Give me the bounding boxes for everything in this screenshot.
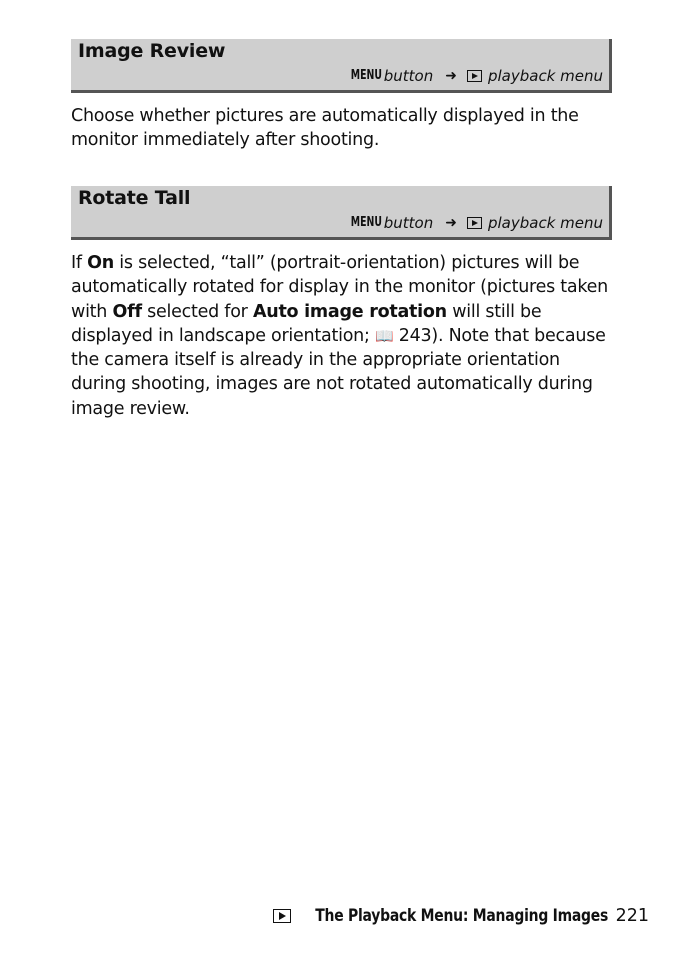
section-title: Rotate Tall — [78, 187, 191, 209]
menu-name-label: playback menu — [487, 214, 603, 232]
arrow-icon: ➜ — [445, 215, 457, 231]
playback-icon — [467, 217, 482, 229]
section-paragraph-rotate-tall — [71, 251, 616, 421]
section-paragraph-image-review: Choose whether pictures are automatically displayed in the monitor immediately after shooting. — [71, 106, 579, 151]
menu-button-label: button — [383, 214, 434, 232]
text-segment: If — [71, 253, 88, 273]
page-reference: 243 — [398, 325, 432, 346]
playback-icon — [273, 909, 291, 923]
section-title: Image Review — [78, 40, 226, 62]
book-icon: 📖 — [374, 326, 394, 345]
section-header-image-review — [71, 39, 612, 93]
menu-button-label: button — [383, 67, 434, 85]
text-segment: selected for — [141, 301, 253, 322]
text-segment: will still be displayed in landscape orientation; — [71, 301, 542, 346]
text-segment: is selected, “tall” (portrait-orientation) pictures will be automatically rotated for display in the monitor (pictures taken with — [71, 253, 609, 322]
arrow-icon: ➜ — [445, 68, 457, 84]
text-segment: ). Note that because the camera itself is already in the appropriate orientation during shooting, images are not rotated automatically during image review. — [71, 325, 606, 419]
menu-name-label: playback menu — [487, 67, 603, 85]
option-off: Off — [112, 301, 142, 322]
footer-title: The Playback Menu: Managing Images — [314, 906, 608, 926]
menu-key-label: MENU — [350, 68, 382, 83]
menu-path — [343, 214, 603, 232]
auto-image-rotation-ref: Auto image rotation — [252, 301, 447, 322]
menu-path — [343, 67, 603, 85]
page-footer — [273, 906, 649, 926]
option-on: On — [87, 253, 114, 273]
section-header-rotate-tall — [71, 186, 612, 240]
page-number: 221 — [615, 906, 649, 926]
menu-key-label: MENU — [350, 215, 382, 230]
playback-icon — [467, 70, 482, 82]
